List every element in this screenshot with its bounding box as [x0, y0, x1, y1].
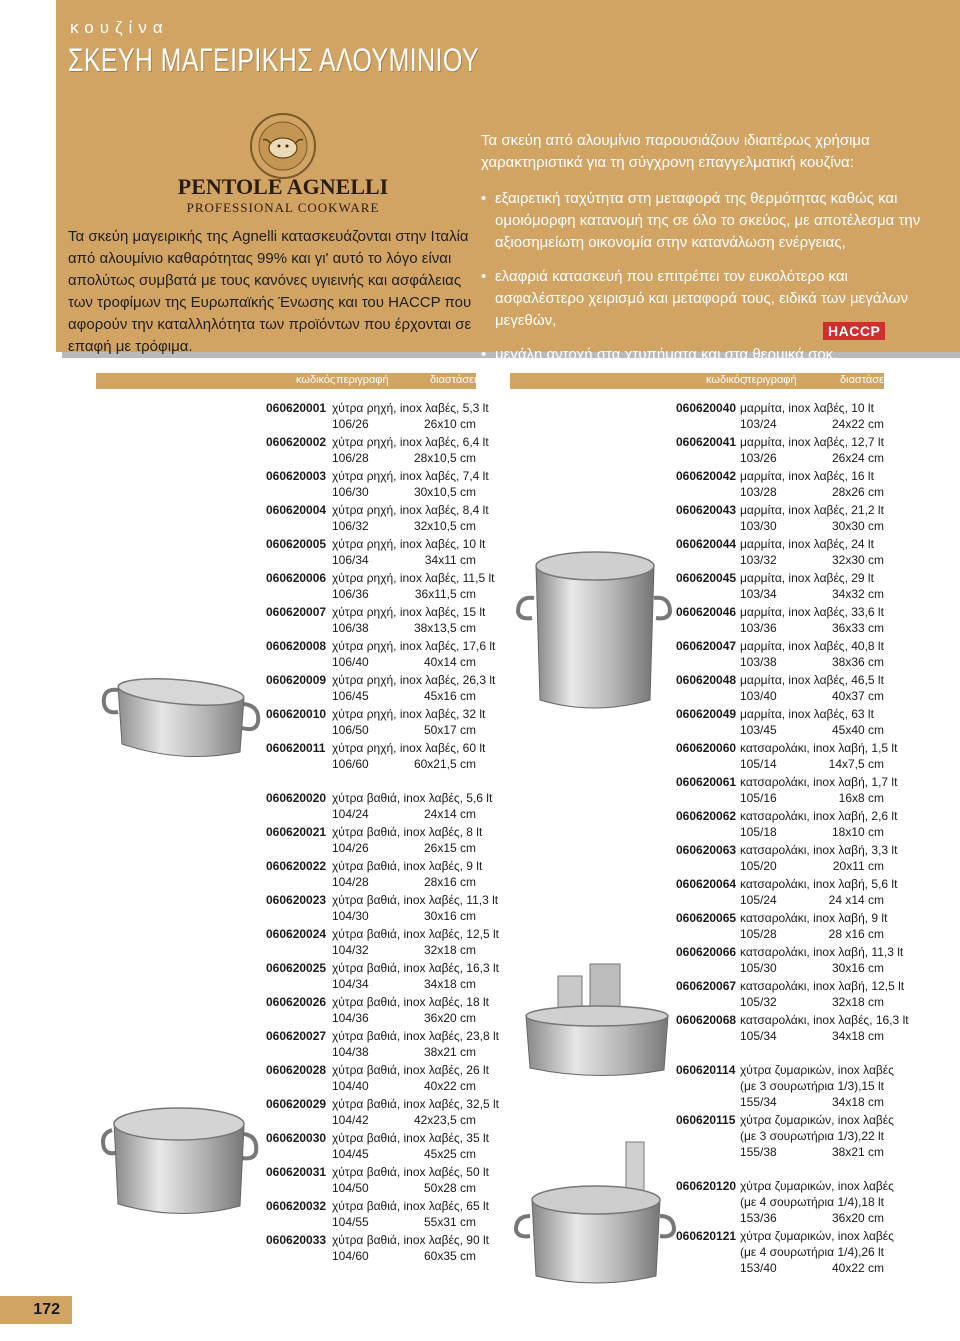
product-model: 106/30 — [332, 485, 369, 499]
product-model: 104/26 — [332, 841, 369, 855]
product-dimensions: 45x16 cm — [423, 689, 476, 703]
table-row — [676, 1179, 894, 1229]
table-row — [266, 435, 489, 469]
product-description: κατσαρολάκι, inox λαβή, 3,3 lt — [740, 843, 898, 857]
col-desc: περιγραφή — [336, 374, 389, 386]
product-model: 103/40 — [740, 689, 777, 703]
group-gap — [676, 1047, 884, 1063]
product-code: 060620006 — [266, 571, 327, 585]
product-code: 060620029 — [266, 1097, 327, 1111]
product-description: μαρμίτα, inox λαβές, 10 lt — [740, 401, 874, 415]
product-dimensions: 24x22 cm — [831, 417, 884, 431]
left-table-header — [96, 373, 482, 389]
table-row — [266, 571, 495, 605]
table-row — [266, 707, 486, 741]
product-description: κατσαρολάκι, inox λαβή, 2,6 lt — [740, 809, 898, 823]
product-dimensions: 30x30 cm — [831, 519, 884, 533]
left-rows — [266, 401, 499, 1267]
col-desc: περιγραφή — [744, 374, 797, 386]
product-description: μαρμίτα, inox λαβές, 12,7 lt — [740, 435, 884, 449]
product-capacity: 22 lt — [861, 1129, 884, 1143]
table-row — [266, 469, 489, 503]
product-model: 104/40 — [332, 1079, 369, 1093]
table-row — [266, 1131, 489, 1165]
product-dimensions: 28x16 cm — [423, 875, 476, 889]
product-description: μαρμίτα, inox λαβές, 29 lt — [740, 571, 874, 585]
product-dimensions: 20x11 cm — [832, 859, 884, 873]
product-dimensions: 55x31 cm — [423, 1215, 476, 1229]
logo-subtitle: PROFESSIONAL COOKWARE — [186, 200, 380, 215]
product-code: 060620065 — [676, 911, 737, 925]
product-description: χύτρα ζυμαρικών, inox λαβές — [740, 1179, 894, 1193]
product-dimensions: 30x16 cm — [423, 909, 476, 923]
product-dimensions: 30x10,5 cm — [413, 485, 476, 499]
product-code: 060620040 — [676, 401, 737, 415]
col-dims: διαστάσεις — [430, 374, 482, 386]
product-capacity: 15 lt — [861, 1079, 884, 1093]
feature-item: • μεγάλη αντοχή στα χτυπήματα και στα θερμικά σοκ. — [481, 344, 926, 366]
table-row — [676, 537, 884, 571]
product-model: 106/60 — [332, 757, 369, 771]
product-code: 060620044 — [676, 537, 737, 551]
table-row — [266, 1063, 489, 1097]
intro-right-block — [481, 130, 926, 378]
product-code: 060620009 — [266, 673, 327, 687]
product-description: κατσαρολάκι, inox λαβή, 5,6 lt — [740, 877, 898, 891]
product-dimensions: 34x32 cm — [831, 587, 884, 601]
product-dimensions: 38x21 cm — [831, 1145, 884, 1159]
table-row — [266, 825, 483, 859]
product-code: 060620114 — [676, 1063, 736, 1077]
product-dimensions: 34x18 cm — [423, 977, 476, 991]
product-code: 060620067 — [676, 979, 737, 993]
product-model: 105/14 — [740, 757, 777, 771]
product-code: 060620049 — [676, 707, 737, 721]
table-row — [676, 707, 884, 741]
group-gap — [676, 1163, 884, 1179]
product-code: 060620004 — [266, 503, 327, 517]
logo-brand: PENTOLE AGNELLI — [177, 174, 389, 199]
table-row — [676, 435, 884, 469]
table-row — [676, 979, 905, 1013]
header-panel — [56, 0, 960, 363]
col-code: κωδικός — [706, 374, 746, 386]
product-code: 060620041 — [676, 435, 737, 449]
table-row — [676, 673, 884, 707]
product-model: 105/30 — [740, 961, 777, 975]
feature-item: • ελαφριά κατασκευή που επιτρέπει τον ευκολότερο και ασφαλέστερο χειρισμό και μεταφορά τους, ειδικά των μεγάλων μεγεθών, — [481, 266, 926, 332]
product-description: κατσαρολάκι, inox λαβή, 12,5 lt — [740, 979, 905, 993]
table-row — [266, 961, 499, 995]
product-model: 106/32 — [332, 519, 369, 533]
product-dimensions: 50x28 cm — [423, 1181, 476, 1195]
table-row — [676, 1229, 894, 1279]
table-row — [266, 639, 496, 673]
product-model: 105/18 — [740, 825, 777, 839]
feature-item: • εξαιρετική ταχύτητα στη μεταφορά της θερμότητας καθώς και ομοιόμορφη κατανομή της σε όλο το σκεύος, με αποτέλεσμα την αξιοσημείωτη οικονομία στην κατανάλωση ενέργειας, — [481, 188, 926, 254]
product-description: χύτρα ρηχή, inox λαβές, 32 lt — [332, 707, 486, 721]
product-model: 153/40 — [740, 1261, 777, 1275]
page-number: 172 — [0, 1296, 72, 1324]
product-dimensions: 40x22 cm — [831, 1261, 884, 1275]
product-dimensions: 32x18 cm — [831, 995, 884, 1009]
product-code: 060620068 — [676, 1013, 737, 1027]
table-row — [266, 1097, 499, 1131]
product-model: 104/45 — [332, 1147, 369, 1161]
product-code: 060620002 — [266, 435, 327, 449]
product-dimensions: 32x30 cm — [831, 553, 884, 567]
product-description: χύτρα βαθιά, inox λαβές, 9 lt — [332, 859, 483, 873]
product-model: 105/16 — [740, 791, 777, 805]
product-description: χύτρα βαθιά, inox λαβές, 5,6 lt — [332, 791, 493, 805]
haccp-badge: HACCP — [823, 322, 885, 340]
product-code: 060620064 — [676, 877, 737, 891]
product-description: χύτρα βαθιά, inox λαβές, 65 lt — [332, 1199, 489, 1213]
product-description: χύτρα ρηχή, inox λαβές, 60 lt — [332, 741, 486, 755]
table-row — [266, 1165, 489, 1199]
product-code: 060620033 — [266, 1233, 327, 1247]
table-row — [676, 945, 904, 979]
product-description: χύτρα ρηχή, inox λαβές, 15 lt — [332, 605, 486, 619]
product-model: 103/36 — [740, 621, 777, 635]
product-dimensions: 30x16 cm — [831, 961, 884, 975]
product-model: 105/28 — [740, 927, 777, 941]
table-row — [676, 843, 898, 877]
product-code: 060620020 — [266, 791, 327, 805]
product-code: 060620062 — [676, 809, 737, 823]
product-model: 103/30 — [740, 519, 777, 533]
group-gap — [266, 775, 476, 791]
product-description: μαρμίτα, inox λαβές, 46,5 lt — [740, 673, 884, 687]
product-description: μαρμίτα, inox λαβές, 24 lt — [740, 537, 874, 551]
table-row — [266, 893, 499, 927]
product-description: χύτρα βαθιά, inox λαβές, 35 lt — [332, 1131, 489, 1145]
product-dimensions: 60x21,5 cm — [413, 757, 476, 771]
table-row — [266, 537, 486, 571]
product-description: χύτρα ρηχή, inox λαβές, 17,6 lt — [332, 639, 496, 653]
product-dimensions: 38x13,5 cm — [413, 621, 476, 635]
product-code: 060620045 — [676, 571, 737, 585]
product-model: 106/40 — [332, 655, 369, 669]
product-model: 105/20 — [740, 859, 777, 873]
table-row — [266, 927, 499, 961]
table-row — [676, 775, 898, 809]
product-dimensions: 24x14 cm — [423, 807, 476, 821]
product-subtitle: (με 4 σουρωτήρια 1/4), — [740, 1195, 862, 1209]
right-rows — [676, 401, 909, 1279]
product-model: 106/34 — [332, 553, 369, 567]
product-dimensions: 32x10,5 cm — [413, 519, 476, 533]
product-code: 060620023 — [266, 893, 327, 907]
product-code: 060620115 — [676, 1113, 736, 1127]
product-dimensions: 38x21 cm — [423, 1045, 476, 1059]
table-row — [266, 791, 493, 825]
product-dimensions: 34x11 cm — [424, 553, 476, 567]
table-row — [676, 503, 884, 537]
product-model: 104/30 — [332, 909, 369, 923]
product-dimensions: 32x18 cm — [423, 943, 476, 957]
product-dimensions: 26x15 cm — [423, 841, 476, 855]
product-description: χύτρα βαθιά, inox λαβές, 90 lt — [332, 1233, 489, 1247]
product-description: χύτρα ρηχή, inox λαβές, 6,4 lt — [332, 435, 489, 449]
product-dimensions: 24 x14 cm — [828, 893, 884, 907]
product-description: κατσαρολάκι, inox λαβή, 1,7 lt — [740, 775, 898, 789]
product-code: 060620010 — [266, 707, 327, 721]
product-code: 060620025 — [266, 961, 327, 975]
product-code: 060620007 — [266, 605, 327, 619]
product-description: κατσαρολάκι, inox λαβές, 16,3 lt — [740, 1013, 909, 1027]
product-dimensions: 28x10,5 cm — [413, 451, 476, 465]
table-row — [266, 741, 486, 775]
product-model: 105/32 — [740, 995, 777, 1009]
table-row — [676, 877, 898, 911]
product-subtitle: (με 3 σουρωτήρια 1/3), — [740, 1129, 862, 1143]
product-code: 060620043 — [676, 503, 737, 517]
product-dimensions: 50x17 cm — [423, 723, 476, 737]
table-row — [266, 673, 496, 707]
table-row — [676, 1063, 894, 1113]
section-kicker: κουζίνα — [70, 18, 169, 37]
table-row — [266, 995, 489, 1029]
product-model: 155/38 — [740, 1145, 777, 1159]
product-dimensions: 26x10 cm — [423, 417, 476, 431]
product-model: 103/26 — [740, 451, 777, 465]
product-code: 060620031 — [266, 1165, 327, 1179]
product-description: χύτρα βαθιά, inox λαβές, 8 lt — [332, 825, 483, 839]
product-model: 105/24 — [740, 893, 777, 907]
product-model: 103/34 — [740, 587, 777, 601]
product-code: 060620046 — [676, 605, 737, 619]
table-row — [266, 401, 489, 435]
product-model: 106/38 — [332, 621, 369, 635]
col-dims: διαστάσεις — [840, 374, 892, 386]
table-row — [676, 401, 884, 435]
right-product-table — [510, 373, 909, 1279]
product-code: 060620047 — [676, 639, 737, 653]
table-row — [676, 469, 884, 503]
product-dimensions: 38x36 cm — [831, 655, 884, 669]
product-description: μαρμίτα, inox λαβές, 63 lt — [740, 707, 874, 721]
product-dimensions: 45x40 cm — [831, 723, 884, 737]
table-row — [266, 605, 486, 639]
product-description: χύτρα ρηχή, inox λαβές, 10 lt — [332, 537, 486, 551]
product-model: 104/55 — [332, 1215, 369, 1229]
product-code: 060620028 — [266, 1063, 327, 1077]
product-code: 060620011 — [266, 741, 326, 755]
table-row — [266, 859, 483, 893]
product-dimensions: 40x22 cm — [423, 1079, 476, 1093]
product-capacity: 26 lt — [861, 1245, 884, 1259]
product-dimensions: 36x33 cm — [831, 621, 884, 635]
product-model: 155/34 — [740, 1095, 777, 1109]
table-row — [266, 1029, 499, 1063]
product-dimensions: 14x7,5 cm — [828, 757, 884, 771]
product-description: μαρμίτα, inox λαβές, 33,6 lt — [740, 605, 884, 619]
product-model: 104/38 — [332, 1045, 369, 1059]
product-dimensions: 34x18 cm — [831, 1095, 884, 1109]
product-model: 106/45 — [332, 689, 369, 703]
product-dimensions: 45x25 cm — [423, 1147, 476, 1161]
product-model: 103/24 — [740, 417, 777, 431]
table-row — [676, 1013, 909, 1047]
product-description: κατσαρολάκι, inox λαβή, 1,5 lt — [740, 741, 898, 755]
product-model: 104/28 — [332, 875, 369, 889]
product-description: χύτρα βαθιά, inox λαβές, 50 lt — [332, 1165, 489, 1179]
product-model: 103/28 — [740, 485, 777, 499]
product-code: 060620120 — [676, 1179, 737, 1193]
product-model: 104/42 — [332, 1113, 369, 1127]
product-dimensions: 42x23,5 cm — [413, 1113, 476, 1127]
table-row — [676, 809, 898, 843]
product-code: 060620030 — [266, 1131, 327, 1145]
product-code: 060620024 — [266, 927, 327, 941]
product-dimensions: 16x8 cm — [838, 791, 884, 805]
table-row — [266, 1233, 489, 1267]
product-model: 104/24 — [332, 807, 369, 821]
product-code: 060620060 — [676, 741, 737, 755]
product-model: 103/32 — [740, 553, 777, 567]
product-dimensions: 40x14 cm — [423, 655, 476, 669]
product-dimensions: 18x10 cm — [831, 825, 884, 839]
page-margin — [0, 0, 48, 1341]
intro-right-lead: Τα σκεύη από αλουμίνιο παρουσιάζουν ιδιαιτέρως χρήσιμα χαρακτηριστικά για τη σύγχρονη επαγγελματική κουζίνα: — [481, 132, 870, 171]
product-model: 103/45 — [740, 723, 777, 737]
product-description: χύτρα ζυμαρικών, inox λαβές — [740, 1113, 894, 1127]
product-description: κατσαρολάκι, inox λαβή, 11,3 lt — [740, 945, 904, 959]
table-row — [676, 741, 898, 775]
product-code: 060620022 — [266, 859, 327, 873]
product-code: 060620021 — [266, 825, 327, 839]
page-title: ΣΚΕΥΗ ΜΑΓΕΙΡΙΚΗΣ ΑΛΟΥΜΙΝΙΟΥ — [68, 42, 479, 78]
product-code: 060620066 — [676, 945, 737, 959]
product-description: μαρμίτα, inox λαβές, 16 lt — [740, 469, 874, 483]
product-model: 104/32 — [332, 943, 369, 957]
product-code: 060620001 — [266, 401, 327, 415]
product-description: χύτρα βαθιά, inox λαβές, 23,8 lt — [332, 1029, 499, 1043]
table-row — [676, 1113, 894, 1163]
table-row — [676, 605, 884, 639]
product-code: 060620121 — [676, 1229, 737, 1243]
table-row — [266, 1199, 489, 1233]
product-description: χύτρα ζυμαρικών, inox λαβές — [740, 1229, 894, 1243]
product-dimensions: 40x37 cm — [831, 689, 884, 703]
product-model: 106/26 — [332, 417, 369, 431]
product-description: κατσαρολάκι, inox λαβή, 9 lt — [740, 911, 888, 925]
product-description: χύτρα βαθιά, inox λαβές, 12,5 lt — [332, 927, 499, 941]
product-description: χύτρα ρηχή, inox λαβές, 5,3 lt — [332, 401, 489, 415]
product-description: χύτρα ρηχή, inox λαβές, 11,5 lt — [332, 571, 495, 585]
product-code: 060620063 — [676, 843, 737, 857]
product-description: χύτρα ρηχή, inox λαβές, 26,3 lt — [332, 673, 496, 687]
product-dimensions: 36x11,5 cm — [414, 587, 476, 601]
product-description: χύτρα ρηχή, inox λαβές, 7,4 lt — [332, 469, 489, 483]
pentole-agnelli-logo — [160, 112, 406, 220]
product-code: 060620027 — [266, 1029, 327, 1043]
product-dimensions: 28x26 cm — [831, 485, 884, 499]
product-dimensions: 36x20 cm — [831, 1211, 884, 1225]
table-row — [676, 571, 884, 605]
product-description: μαρμίτα, inox λαβές, 40,8 lt — [740, 639, 884, 653]
product-model: 104/60 — [332, 1249, 369, 1263]
product-model: 103/38 — [740, 655, 777, 669]
product-model: 104/36 — [332, 1011, 369, 1025]
table-row — [676, 639, 884, 673]
product-model: 153/36 — [740, 1211, 777, 1225]
product-model: 105/34 — [740, 1029, 777, 1043]
product-model: 104/50 — [332, 1181, 369, 1195]
product-code: 060620005 — [266, 537, 327, 551]
table-row — [676, 911, 888, 945]
product-code: 060620042 — [676, 469, 737, 483]
product-dimensions: 34x18 cm — [831, 1029, 884, 1043]
product-code: 060620008 — [266, 639, 327, 653]
product-capacity: 18 lt — [861, 1195, 884, 1209]
product-code: 060620032 — [266, 1199, 327, 1213]
product-description: χύτρα βαθιά, inox λαβές, 26 lt — [332, 1063, 489, 1077]
product-dimensions: 36x20 cm — [423, 1011, 476, 1025]
product-subtitle: (με 4 σουρωτήρια 1/4), — [740, 1245, 862, 1259]
product-description: χύτρα βαθιά, inox λαβές, 32,5 lt — [332, 1097, 499, 1111]
product-description: χύτρα βαθιά, inox λαβές, 16,3 lt — [332, 961, 499, 975]
product-dimensions: 60x35 cm — [423, 1249, 476, 1263]
product-model: 106/50 — [332, 723, 369, 737]
product-model: 106/28 — [332, 451, 369, 465]
product-dimensions: 26x24 cm — [831, 451, 884, 465]
product-model: 104/34 — [332, 977, 369, 991]
product-subtitle: (με 3 σουρωτήρια 1/3), — [740, 1079, 862, 1093]
product-description: μαρμίτα, inox λαβές, 21,2 lt — [740, 503, 884, 517]
product-description: χύτρα ζυμαρικών, inox λαβές — [740, 1063, 894, 1077]
product-model: 106/36 — [332, 587, 369, 601]
product-dimensions: 28 x16 cm — [828, 927, 884, 941]
product-description: χύτρα βαθιά, inox λαβές, 18 lt — [332, 995, 489, 1009]
product-description: χύτρα βαθιά, inox λαβές, 11,3 lt — [332, 893, 499, 907]
product-code: 060620048 — [676, 673, 737, 687]
col-code: κωδικός — [296, 374, 336, 386]
product-code: 060620026 — [266, 995, 327, 1009]
table-row — [266, 503, 489, 537]
product-description: χύτρα ρηχή, inox λαβές, 8,4 lt — [332, 503, 489, 517]
product-code: 060620003 — [266, 469, 327, 483]
left-product-table — [96, 373, 499, 1267]
product-code: 060620061 — [676, 775, 737, 789]
intro-left-text: Τα σκεύη μαγειρικής της Agnelli κατασκευάζονται στην Ιταλία από αλουμίνιο καθαρότητας 99% και γι' αυτό το λόγο είναι απολύτως συμβατά με τους κανόνες υγιεινής και ασφάλειας των τροφίμων της Ευρωπαϊκής Ένωσης και του HACCP που αφορούν την καταλληλότητα των προϊόντων που έρχονται σε επαφή με τρόφιμα. — [68, 228, 472, 355]
right-table-header — [510, 373, 892, 389]
